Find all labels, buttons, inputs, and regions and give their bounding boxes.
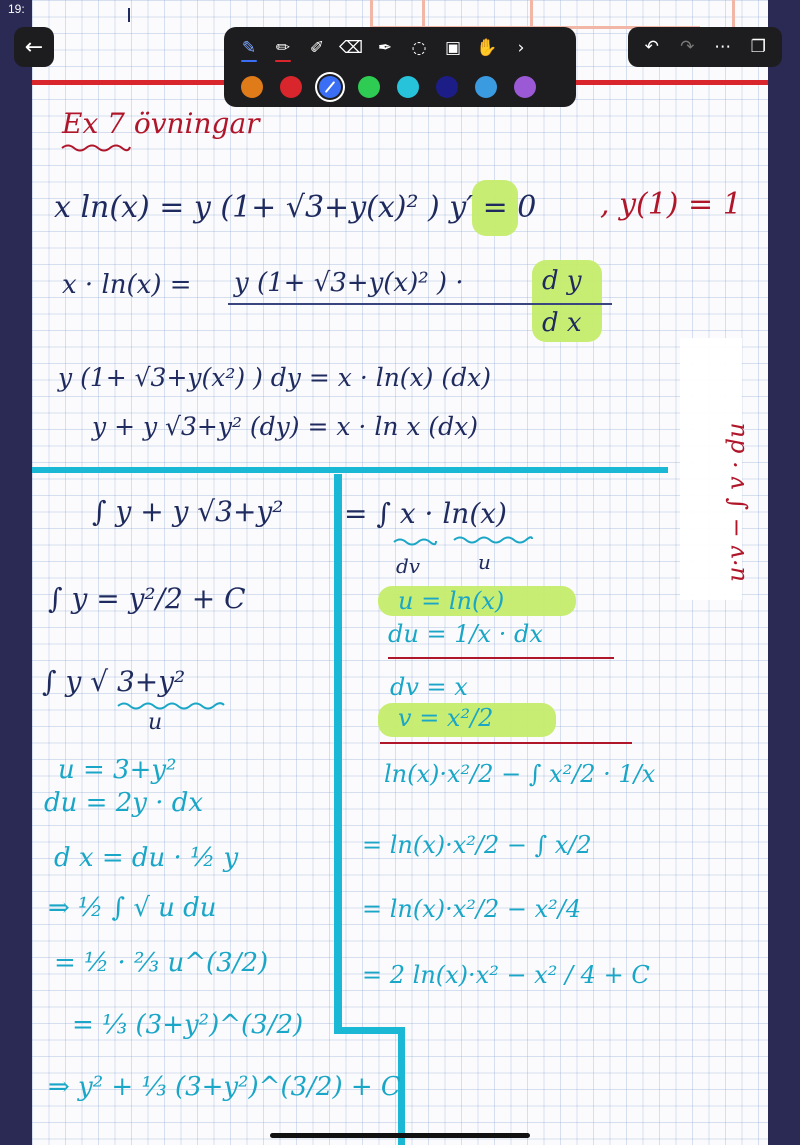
back-arrow-icon: ← [24, 34, 44, 60]
notebook-page[interactable] [32, 0, 768, 1145]
back-button[interactable] [14, 27, 54, 67]
color-swatch-navy[interactable] [436, 76, 458, 98]
lasso-icon[interactable]: ◌ [411, 38, 427, 58]
equation-2-fraction-bar [228, 303, 612, 305]
pages-icon[interactable]: ❐ [750, 37, 766, 57]
integration-by-parts-note: u·v − ∫ v · du [722, 422, 750, 582]
drawing-toolbar [224, 27, 576, 107]
left-step-9: = ⅓ (3+y²)^(3/2) [72, 1010, 304, 1040]
left-dx-def: d x = du · ½ y [54, 843, 239, 873]
right-step-6: ln(x)·x²/2 − ∫ x²/2 · 1/x [384, 760, 656, 788]
color-palette [241, 76, 536, 98]
eraser-icon[interactable]: ⌫ [338, 38, 364, 58]
page-title: Ex 7 övningar [62, 107, 260, 140]
left-step-8: = ½ · ⅔ u^(3/2) [54, 948, 269, 978]
color-swatch-red[interactable] [280, 76, 302, 98]
equation-1: x ln(x) = y (1+ √3+y(x)² ) y′ = 0 [54, 190, 537, 225]
u-sub-label: u [148, 710, 163, 735]
tool-row [234, 33, 536, 63]
left-integral-1: ∫ y + y √3+y² [92, 495, 284, 528]
left-step-7: ⇒ ½ ∫ √ u du [48, 893, 217, 923]
color-swatch-green[interactable] [358, 76, 380, 98]
marker-icon[interactable]: ✒ [377, 38, 393, 58]
color-swatch-purple[interactable] [514, 76, 536, 98]
right-step-9: = 2 ln(x)·x² − x² / 4 + C [362, 961, 650, 989]
color-swatch-orange[interactable] [241, 76, 263, 98]
equation-3: y (1+ √3+y(x²) ) dy = x · ln(x) (dx) [58, 363, 491, 392]
home-indicator[interactable] [270, 1133, 530, 1138]
pencil-icon[interactable]: ✏ [268, 33, 298, 63]
right-v-def: v = x²/2 [398, 704, 494, 732]
left-du-def: du = 2y · dx [44, 788, 204, 818]
left-integral-2: ∫ y = y²/2 + C [48, 582, 246, 615]
more-icon[interactable]: ⋯ [714, 37, 732, 57]
right-rule-2 [380, 742, 632, 744]
right-du-def: du = 1/x · dx [388, 620, 543, 648]
color-swatch-cyan[interactable] [397, 76, 419, 98]
right-step-8: = ln(x)·x²/2 − x²/4 [362, 895, 582, 923]
pen-icon[interactable]: ✎ [234, 33, 264, 63]
hand-icon[interactable]: ✋ [476, 38, 498, 58]
document-toolbar [628, 27, 782, 67]
left-u-def: u = 3+y² [58, 755, 177, 785]
color-swatch-light-blue[interactable] [475, 76, 497, 98]
color-swatch-blue[interactable] [319, 76, 341, 98]
dy-label: d y [542, 266, 582, 296]
u-underline [116, 700, 226, 710]
dv-label: dv [396, 554, 421, 578]
divider-step-horizontal [334, 1027, 404, 1034]
right-step-7: = ln(x)·x²/2 − ∫ x/2 [362, 831, 592, 859]
status-time: 19: [8, 2, 25, 16]
equation-4: y + y √3+y² (dy) = x · ln x (dx) [92, 412, 479, 441]
dv-underline [392, 536, 438, 546]
redo-icon[interactable]: ↷ [680, 37, 695, 57]
undo-icon[interactable]: ↶ [644, 37, 659, 57]
dx-label: d x [542, 308, 582, 338]
u-label: u [478, 550, 491, 574]
tool-color-indicator [275, 60, 291, 62]
u-underline-right [452, 534, 534, 544]
right-rule-1 [388, 657, 614, 659]
vertical-divider [334, 474, 342, 1034]
equation-2-left: x · ln(x) = [62, 270, 192, 300]
left-step-10: ⇒ y² + ⅓ (3+y²)^(3/2) + C [48, 1072, 401, 1102]
tool-color-indicator [241, 60, 257, 62]
left-integral-3: ∫ y √ 3+y² [42, 665, 186, 698]
initial-condition: , y(1) = 1 [600, 187, 742, 222]
equation-2-right: y (1+ √3+y(x)² ) · [234, 268, 464, 298]
chevron-right-icon[interactable]: › [517, 38, 525, 58]
right-dv-def: dv = x [390, 673, 468, 701]
right-integral: = ∫ x · ln(x) [344, 497, 507, 530]
title-underline [60, 142, 132, 152]
image-icon[interactable]: ▣ [444, 38, 462, 58]
right-u-def: u = ln(x) [398, 587, 505, 615]
horizontal-divider [32, 467, 668, 473]
highlighter-icon[interactable]: ✐ [309, 38, 325, 58]
